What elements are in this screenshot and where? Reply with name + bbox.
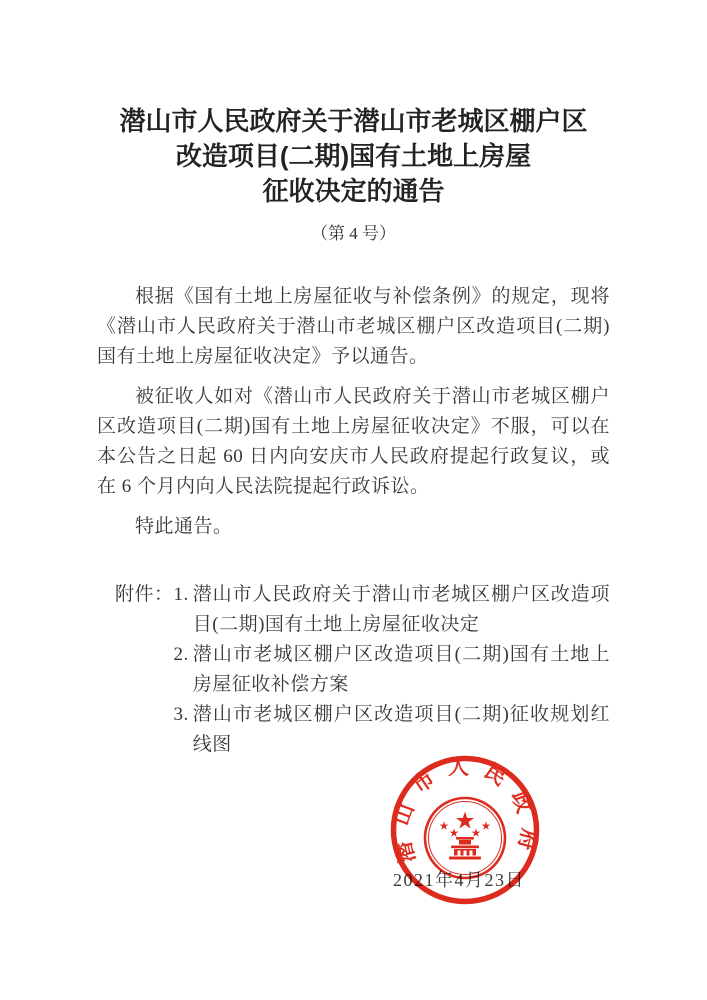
attachment-item bbox=[174, 700, 610, 760]
small-star-icon bbox=[440, 821, 449, 829]
attachment-number: 1. bbox=[173, 584, 189, 605]
attachment-item bbox=[174, 640, 610, 700]
document-content bbox=[97, 0, 610, 760]
document-title bbox=[97, 104, 610, 209]
attachment-title: 潜山市人民政府关于潜山市老城区棚户区改造项目(二期)国有土地上房屋征收决定 bbox=[192, 584, 610, 635]
attachment-number: 3. bbox=[173, 704, 189, 725]
small-star-icon bbox=[450, 828, 459, 836]
seal-arc-text: 潜山市人民政府 bbox=[388, 755, 542, 866]
paragraph-basis: 根据《国有土地上房屋征收与补偿条例》的规定，现将《潜山市人民政府关于潜山市老城区棚户区改造项目(二期)国有土地上房屋征收决定》予以通告。 bbox=[97, 286, 610, 367]
document-number: （第 4 号） bbox=[311, 224, 396, 243]
emblem-inner-circle bbox=[429, 802, 502, 875]
attachment-number: 2. bbox=[173, 644, 189, 665]
attachments-list bbox=[174, 580, 610, 760]
paragraph-appeal-rights: 被征收人如对《潜山市人民政府关于潜山市老城区棚户区改造项目(二期)国有土地上房屋征收决定》不服，可以在本公告之日起 60 日内向安庆市人民政府提起行政复议，或在 6 个月内向人民法院提起行政诉讼。 bbox=[97, 386, 610, 497]
attachments-label: 附件： bbox=[115, 584, 174, 605]
title-line-1: 潜山市人民政府关于潜山市老城区棚户区 bbox=[119, 106, 588, 136]
attachment-title: 潜山市老城区棚户区改造项目(二期)国有土地上房屋征收补偿方案 bbox=[192, 644, 610, 695]
document-body bbox=[97, 282, 610, 542]
title-line-3: 征收决定的通告 bbox=[262, 176, 445, 206]
attachments-block bbox=[115, 580, 610, 760]
paragraph-closing: 特此通告。 bbox=[135, 516, 233, 537]
issue-date: 2021年4月23日 bbox=[393, 870, 525, 890]
tiananmen-gate-icon bbox=[449, 837, 481, 860]
big-star-icon bbox=[456, 812, 474, 829]
svg-text:潜山市人民政府 bbox=[388, 755, 542, 865]
attachment-item bbox=[174, 580, 610, 640]
attachment-title: 潜山市老城区棚户区改造项目(二期)征收规划红线图 bbox=[192, 704, 610, 755]
title-line-2: 改造项目(二期)国有土地上房屋 bbox=[175, 141, 532, 171]
small-star-icon bbox=[482, 821, 491, 829]
small-star-icon bbox=[472, 828, 481, 836]
